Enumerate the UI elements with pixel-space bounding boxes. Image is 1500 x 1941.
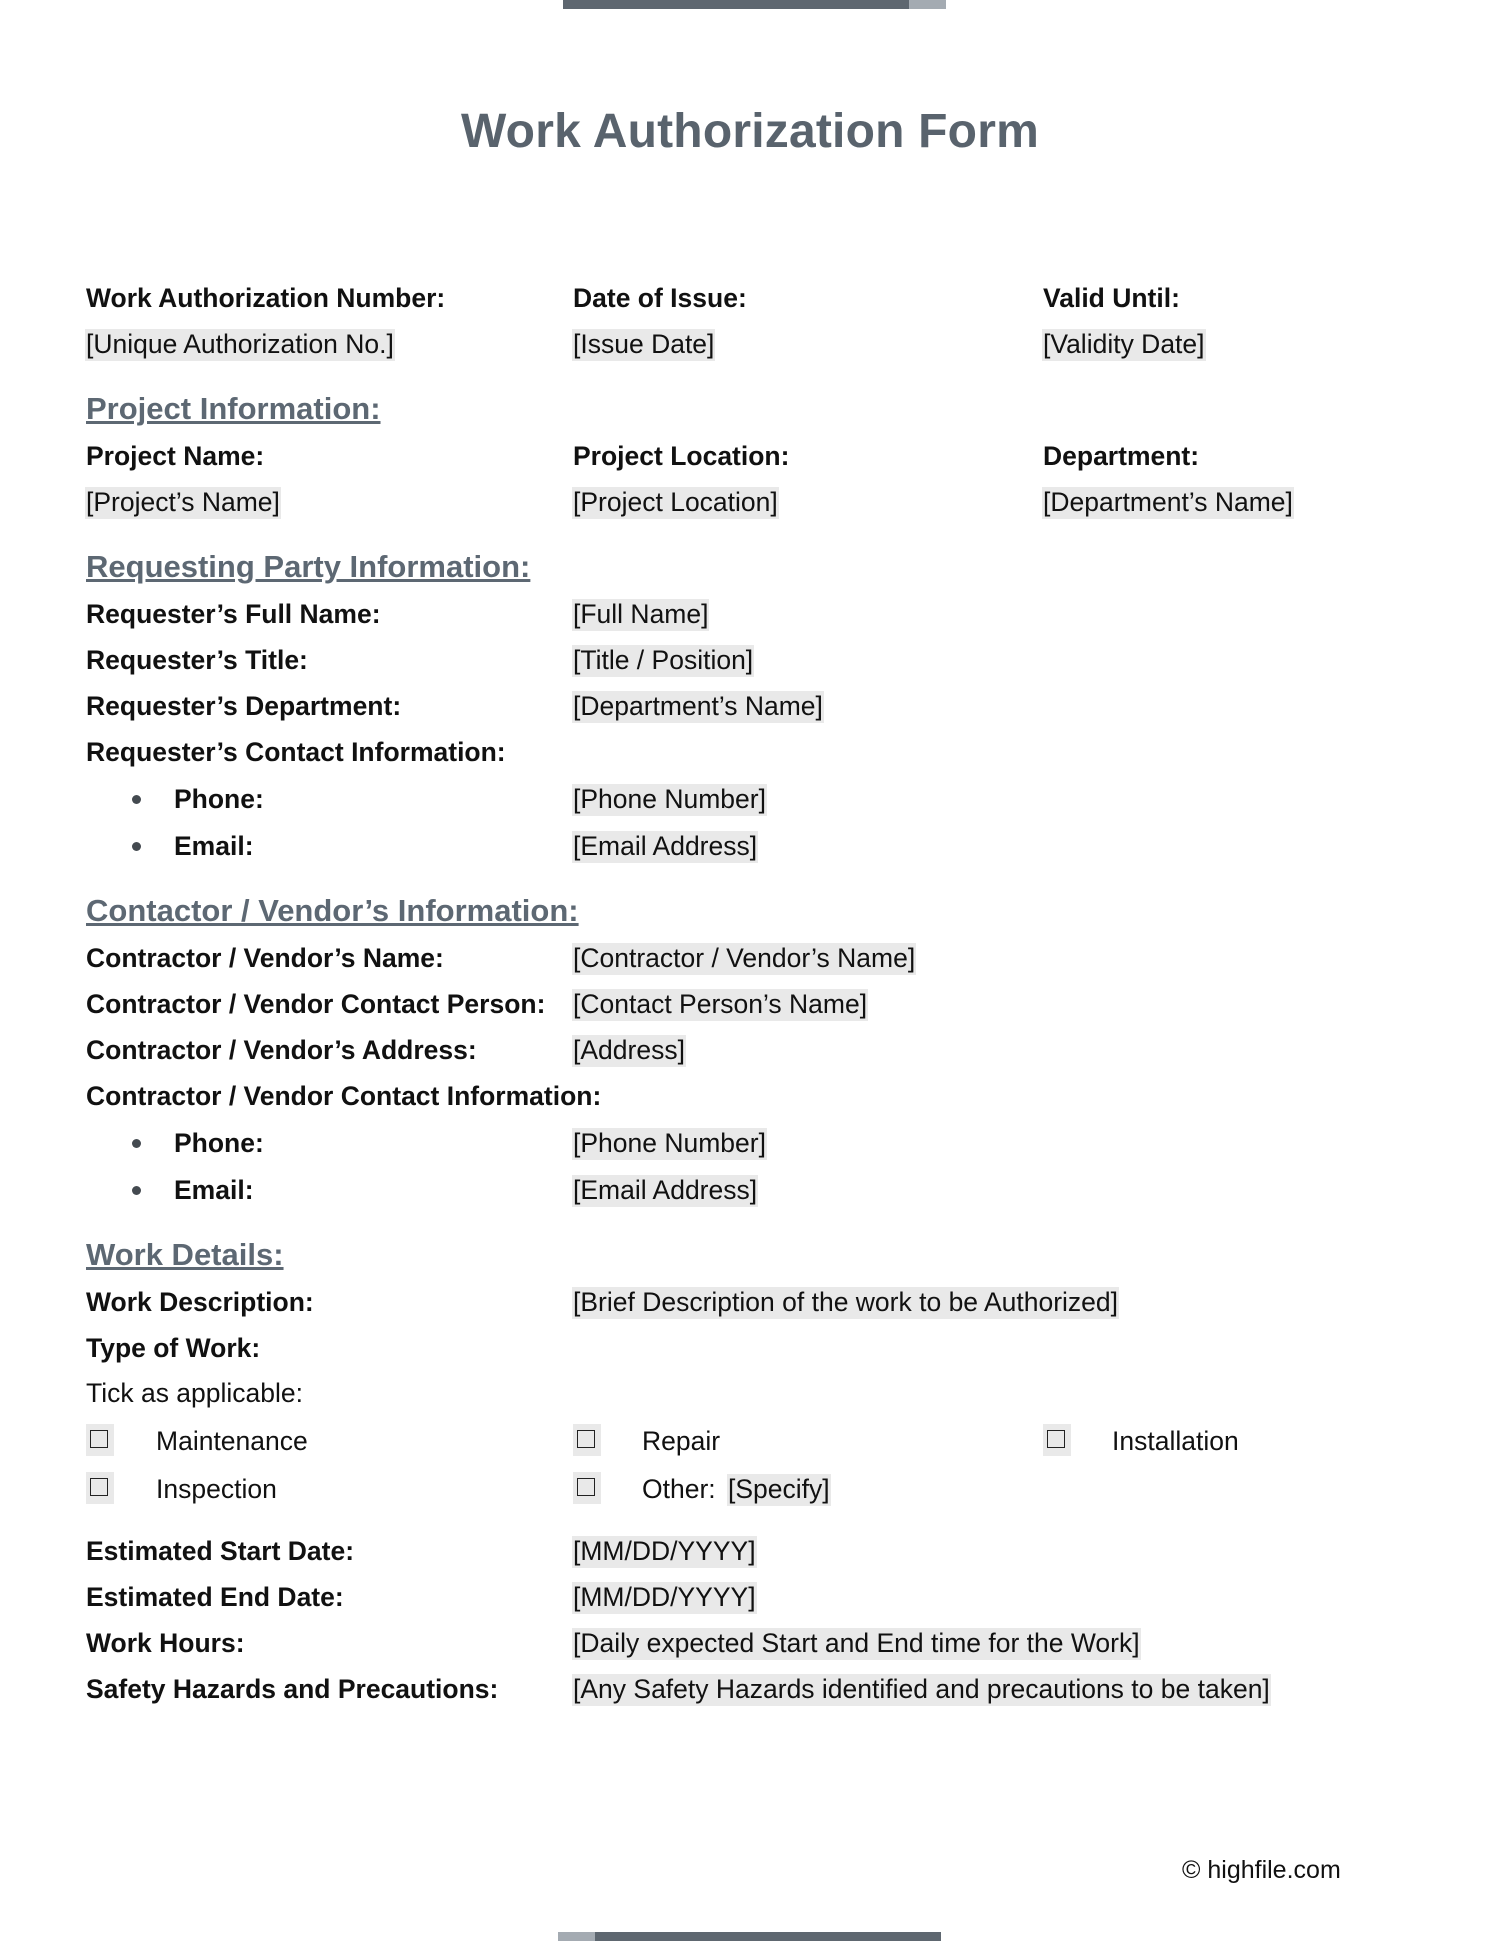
- contractor-contact-label: Contractor / Vendor Contact Information:: [86, 1081, 602, 1111]
- contractor-name-label: Contractor / Vendor’s Name:: [86, 943, 444, 973]
- project-location-label: Project Location:: [573, 441, 790, 471]
- other-specify-field[interactable]: [Specify]: [728, 1474, 830, 1504]
- valid-until-field[interactable]: [Validity Date]: [1043, 329, 1205, 359]
- date-issue-label: Date of Issue:: [573, 283, 747, 313]
- repair-label: Repair: [642, 1426, 721, 1456]
- maintenance-checkbox[interactable]: [86, 1424, 114, 1456]
- installation-label: Installation: [1112, 1426, 1239, 1456]
- start-date-field[interactable]: [MM/DD/YYYY]: [573, 1536, 756, 1566]
- requester-full-name-label: Requester’s Full Name:: [86, 599, 381, 629]
- department-label: Department:: [1043, 441, 1200, 471]
- auth-number-field[interactable]: [Unique Authorization No.]: [86, 329, 394, 359]
- department-field[interactable]: [Department’s Name]: [1043, 487, 1293, 517]
- contractor-address-label: Contractor / Vendor’s Address:: [86, 1035, 477, 1065]
- work-hours-field[interactable]: [Daily expected Start and End time for the Work]: [573, 1628, 1140, 1658]
- type-of-work-label: Type of Work:: [86, 1333, 261, 1363]
- requester-phone-label: Phone:: [174, 784, 264, 814]
- page-title: Work Authorization Form: [461, 105, 1039, 158]
- bottom-accent-bar-light: [558, 1932, 595, 1941]
- requester-contact-label: Requester’s Contact Information:: [86, 737, 506, 767]
- work-hours-label: Work Hours:: [86, 1628, 245, 1658]
- other-checkbox[interactable]: [573, 1472, 601, 1504]
- contractor-phone-label: Phone:: [174, 1128, 264, 1158]
- top-accent-bar: [563, 0, 909, 9]
- contractor-email-label: Email:: [174, 1175, 254, 1205]
- contractor-address-field[interactable]: [Address]: [573, 1035, 685, 1065]
- requester-phone-field[interactable]: [Phone Number]: [573, 784, 766, 814]
- safety-label: Safety Hazards and Precautions:: [86, 1674, 499, 1704]
- copyright-footer: © highfile.com: [1182, 1856, 1341, 1884]
- repair-checkbox[interactable]: [573, 1424, 601, 1456]
- requester-full-name-field[interactable]: [Full Name]: [573, 599, 709, 629]
- requester-department-field[interactable]: [Department’s Name]: [573, 691, 823, 721]
- bullet-icon: [132, 1186, 141, 1195]
- bullet-icon: [132, 795, 141, 804]
- requester-email-label: Email:: [174, 831, 254, 861]
- project-location-field[interactable]: [Project Location]: [573, 487, 778, 517]
- start-date-label: Estimated Start Date:: [86, 1536, 355, 1566]
- contractor-email-field[interactable]: [Email Address]: [573, 1175, 758, 1205]
- auth-number-label: Work Authorization Number:: [86, 283, 446, 313]
- date-issue-field[interactable]: [Issue Date]: [573, 329, 715, 359]
- requester-department-label: Requester’s Department:: [86, 691, 402, 721]
- valid-until-label: Valid Until:: [1043, 283, 1180, 313]
- contractor-phone-field[interactable]: [Phone Number]: [573, 1128, 766, 1158]
- requesting-party-heading: Requesting Party Information:: [86, 549, 531, 584]
- other-label: Other:: [642, 1474, 716, 1504]
- contractor-contact-person-field[interactable]: [Contact Person’s Name]: [573, 989, 868, 1019]
- contractor-info-heading: Contactor / Vendor’s Information:: [86, 893, 579, 928]
- work-description-label: Work Description:: [86, 1287, 314, 1317]
- inspection-checkbox[interactable]: [86, 1472, 114, 1504]
- bullet-icon: [132, 842, 141, 851]
- work-description-field[interactable]: [Brief Description of the work to be Authorized]: [573, 1287, 1118, 1317]
- requester-email-field[interactable]: [Email Address]: [573, 831, 758, 861]
- contractor-name-field[interactable]: [Contractor / Vendor’s Name]: [573, 943, 916, 973]
- tick-note: Tick as applicable:: [86, 1378, 304, 1408]
- inspection-label: Inspection: [156, 1474, 277, 1504]
- project-name-label: Project Name:: [86, 441, 265, 471]
- end-date-label: Estimated End Date:: [86, 1582, 344, 1612]
- project-info-heading: Project Information:: [86, 391, 381, 426]
- maintenance-label: Maintenance: [156, 1426, 308, 1456]
- work-details-heading: Work Details:: [86, 1237, 284, 1272]
- requester-title-label: Requester’s Title:: [86, 645, 308, 675]
- top-accent-bar-light: [909, 0, 946, 9]
- bottom-accent-bar: [595, 1932, 941, 1941]
- project-name-field[interactable]: [Project’s Name]: [86, 487, 280, 517]
- bullet-icon: [132, 1139, 141, 1148]
- contractor-contact-person-label: Contractor / Vendor Contact Person:: [86, 989, 546, 1019]
- installation-checkbox[interactable]: [1043, 1424, 1071, 1456]
- end-date-field[interactable]: [MM/DD/YYYY]: [573, 1582, 756, 1612]
- safety-field[interactable]: [Any Safety Hazards identified and precautions to be taken]: [573, 1674, 1270, 1704]
- requester-title-field[interactable]: [Title / Position]: [573, 645, 754, 675]
